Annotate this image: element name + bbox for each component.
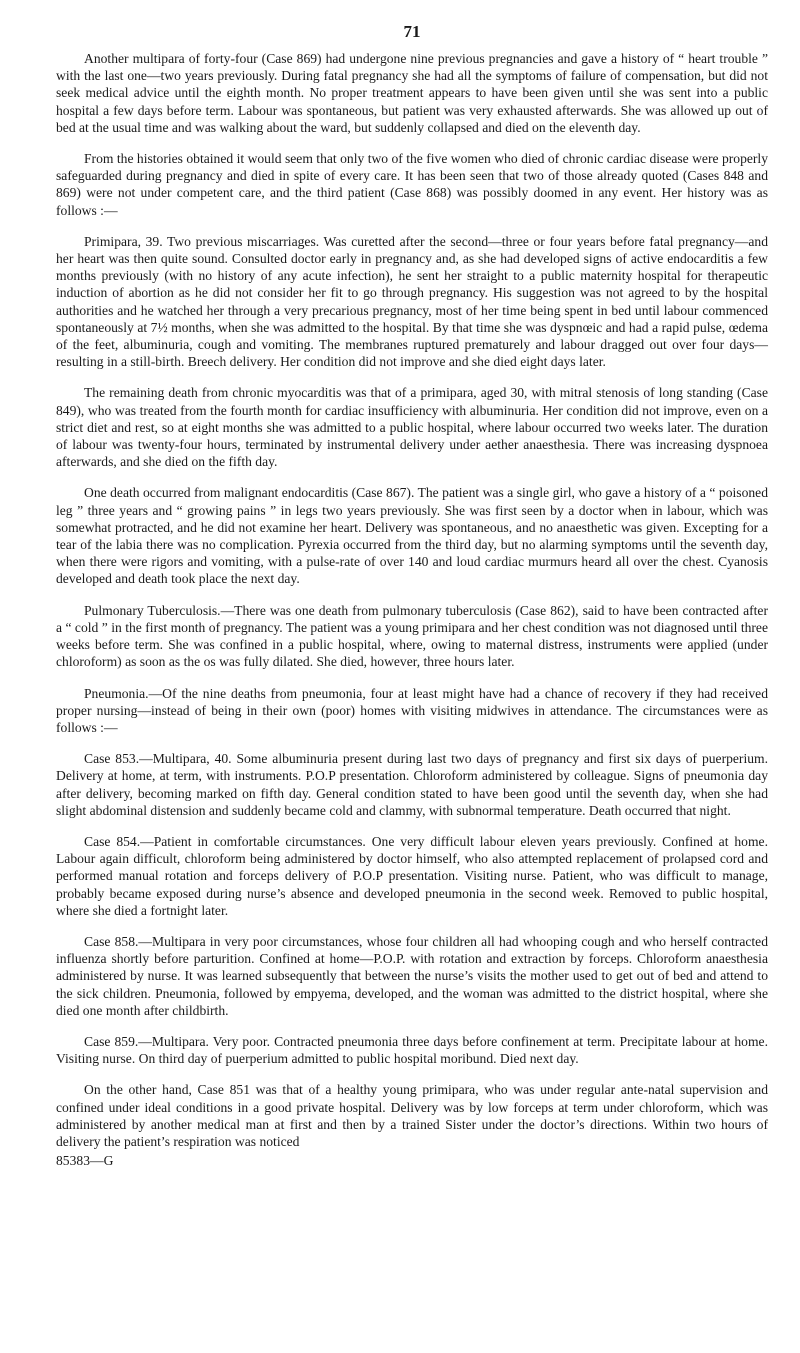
paragraph-myocarditis: The remaining death from chronic myocarditis was that of a primipara, aged 30, with mitral stenosis of long standing (Case 849), who was treated from the fourth month for cardiac insufficiency with albuminuria. Her condition did not improve, even on a strict diet and rest, so at eight months she was admitted to a public hospital, where labour occurred two weeks later. The duration of labour was twenty-four hours, terminated by instrumental delivery under aether anaesthesia. There was increasing dyspnoea afterwards, and she died on the fifth day. bbox=[56, 385, 768, 470]
paragraph-case-868-history: Primipara, 39. Two previous miscarriages. Was curetted after the second—three or four years before fatal pregnancy—and her heart was then quite sound. Consulted doctor early in pregnancy and, as she had developed signs of active endocarditis a few months previously (with no history of any acute infection), he sent her straight to a public maternity hospital for therapeutic induction of abortion as he did not consider her fit to go through pregnancy. His suggestion was not agreed to by the hospital authorities and he watched her through a very precarious pregnancy, most of her time being spent in bed until labour commenced spontaneously at 7½ months, when she was admitted to the hospital. By that time she was dyspnœic and had a rapid pulse, œdema of the feet, albuminuria, cough and vomiting. The membranes ruptured prematurely and labour dragged out over four days— resulting in a still-birth. Breech delivery. Her condition did not improve and she died eight days later. bbox=[56, 233, 768, 370]
paragraph-pneumonia: Pneumonia.—Of the nine deaths from pneumonia, four at least might have had a chance of recovery if they had received proper nursing—instead of being in their own (poor) homes with visiting midwives in attendance. The circumstances were as follows :— bbox=[56, 685, 768, 735]
document-page bbox=[56, 22, 768, 1169]
paragraph-case-853: Case 853.—Multipara, 40. Some albuminuria present during last two days of pregnancy and first six days of puerperium. Delivery at home, at term, with instruments. P.O.P presentation. Chloroform administered by colleague. Signs of pneumonia day after delivery, becoming marked on fifth day. General condition stated to have been good until the seventh day, when she had slight abdominal distension and suddenly became cold and clammy, with subnormal temperature. Death occurred that night. bbox=[56, 751, 768, 818]
paragraph-chronic-cardiac: From the histories obtained it would seem that only two of the five women who died of chronic cardiac disease were properly safeguarded during pregnancy and died in spite of every care. It has been seen that two of those already quoted (Cases 848 and 869) were not under competent care, and the third patient (Case 868) was possibly doomed in any event. Her history was as follows :— bbox=[56, 151, 768, 218]
footer-code: 85383—G bbox=[56, 1153, 114, 1169]
paragraph-case-858: Case 858.—Multipara in very poor circumstances, whose four children all had whooping cough and who herself contracted influenza shortly before parturition. Confined at home—P.O.P. with rotation and extraction by forceps. Chloroform anaesthesia administered by nurse. It was learned subsequently that between the nurse’s visits the mother used to get out of bed and attend to the sick children. Pneumonia, followed by empyema, developed, and the woman was admitted to the district hospital, where she died one month after childbirth. bbox=[56, 933, 768, 1018]
paragraph-case-859: Case 859.—Multipara. Very poor. Contracted pneumonia three days before confinement at term. Precipitate labour at home. Visiting nurse. On third day of puerperium admitted to public hospital moribund. Died next day. bbox=[56, 1033, 768, 1067]
paragraph-endocarditis: One death occurred from malignant endocarditis (Case 867). The patient was a single girl, who gave a history of a “ poisoned leg ” three years and “ growing pains ” in legs two years previously. She was first seen by a doctor when in labour, which was somewhat protracted, and he did not examine her heart. Delivery was spontaneous, and no anaesthetic was given. Excepting for a tear of the labia there was no complication. Pyrexia occurred from the third day, but no alarming symptoms until the seventh day, when there were rigors and vomiting, with a pulse-rate of over 140 and loud cardiac murmurs heard all over the chest. Cyanosis developed and death took place the next day. bbox=[56, 485, 768, 587]
page-number: 71 bbox=[403, 22, 421, 41]
paragraph-case-869: Another multipara of forty-four (Case 869) had undergone nine previous pregnancies and gave a history of “ heart trouble ” with the last one—two years previously. During fatal pregnancy she had all the symptoms of failure of compensation, but did not seek medical advice until the eighth month. No proper treatment appears to have been given until she was sent into a public hospital a few days before term. Labour was spontaneous, but patient was very exhausted afterwards. She was allowed up out of bed at the usual time and was walking about the ward, but suddenly collapsed and died on the eleventh day. bbox=[56, 51, 768, 135]
paragraph-tuberculosis: Pulmonary Tuberculosis.—There was one death from pulmonary tuberculosis (Case 862), said to have been contracted after a “ cold ” in the first month of pregnancy. The patient was a young primipara and her chest condition was not diagnosed until three weeks before term. She was confined in a public hospital, where, owing to maternal distress, instruments were applied (under chloroform) as soon as the os was fully dilated. She died, however, three hours later. bbox=[56, 602, 768, 670]
paragraph-case-854: Case 854.—Patient in comfortable circumstances. One very difficult labour eleven years previously. Confined at home. Labour again difficult, chloroform being administered by doctor himself, who also attempted replacement of prolapsed cord and performed manual rotation and forceps delivery of P.O.P presentation. Visiting nurse. Patient, who was difficult to manage, probably became exposed during nurse’s absence and developed pneumonia in the second week. Removed to public hospital, where she died a fortnight later. bbox=[56, 833, 768, 918]
paragraph-case-851: On the other hand, Case 851 was that of a healthy young primipara, who was under regular ante-natal supervision and confined under ideal conditions in a good private hospital. Delivery was by low forceps at term under chloroform, which was administered by another medical man at first and then by a trained Sister under the doctor’s directions. Within two hours of delivery the patient’s respiration was noticed bbox=[56, 1082, 768, 1149]
